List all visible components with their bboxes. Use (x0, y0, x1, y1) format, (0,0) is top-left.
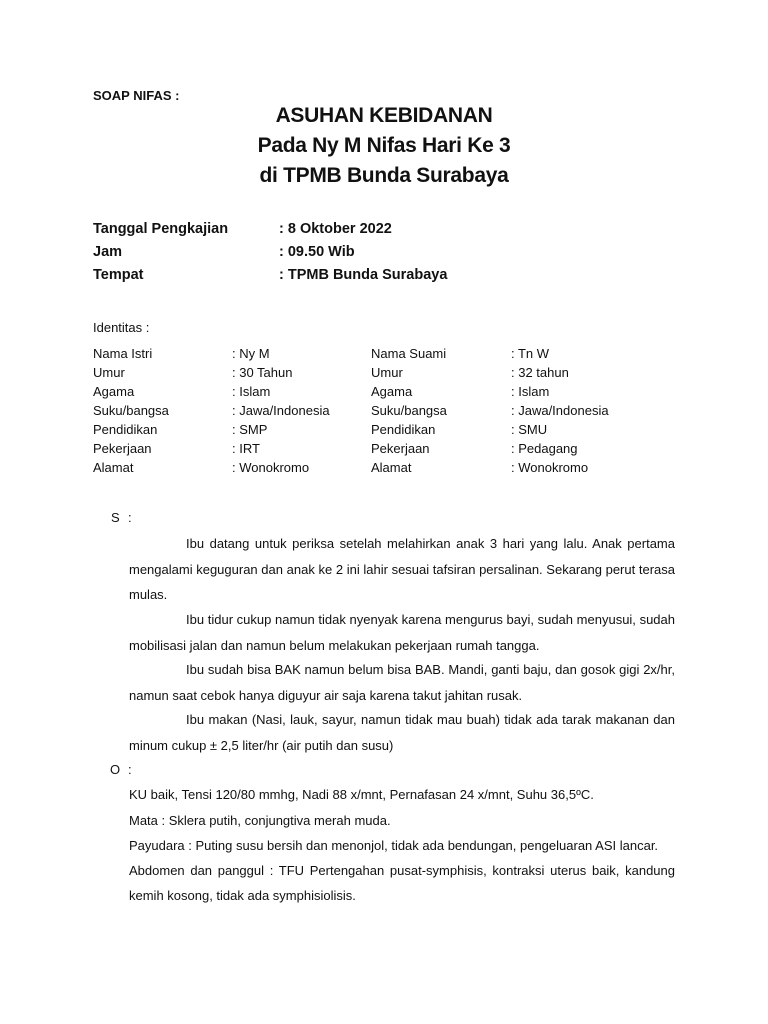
identity-value: : SMP (232, 422, 268, 437)
assessment-date-label: Tanggal Pengkajian (93, 221, 229, 237)
subjective-marker: S (111, 510, 120, 525)
assessment-time-label: Jam (93, 244, 123, 260)
assessment-place-value: : TPMB Bunda Surabaya (279, 267, 448, 283)
identity-label: Pendidikan (93, 422, 158, 437)
identity-value: : Tn W (511, 346, 550, 361)
identity-label: Alamat (93, 460, 134, 475)
identity-label: Umur (93, 365, 125, 380)
identity-value: : 30 Tahun (232, 365, 293, 380)
identity-value: : 32 tahun (511, 365, 569, 380)
soap-label: SOAP NIFAS : (93, 88, 180, 103)
identity-value: : Wonokromo (232, 460, 310, 475)
objective-line: Mata : Sklera putih, conjungtiva merah muda. (129, 813, 391, 828)
title-line-3: di TPMB Bunda Surabaya (259, 164, 509, 187)
subjective-paragraph: Ibu makan (Nasi, lauk, sayur, namun tidak mau buah) tidak ada tarak makanan dan minum cukup ± 2,5 liter/hr (air putih dan susu) (129, 712, 675, 753)
objective-marker: O (110, 762, 121, 777)
title-line-2: Pada Ny M Nifas Hari Ke 3 (257, 134, 511, 157)
subjective-colon: : (128, 510, 132, 525)
objective-line: KU baik, Tensi 120/80 mmhg, Nadi 88 x/mnt, Pernafasan 24 x/mnt, Suhu 36,5ºC. (129, 787, 594, 802)
objective-line: Payudara : Puting susu bersih dan menonjol, tidak ada bendungan, pengeluaran ASI lancar. (129, 838, 659, 853)
identity-label: Umur (371, 365, 403, 380)
identity-value: : Islam (511, 384, 550, 399)
assessment-date-value: : 8 Oktober 2022 (279, 221, 392, 237)
assessment-place-label: Tempat (93, 267, 144, 283)
assessment-time-value: : 09.50 Wib (279, 244, 355, 260)
identity-label: Alamat (371, 460, 412, 475)
identity-value: : SMU (511, 422, 548, 437)
subjective-paragraph: Ibu datang untuk periksa setelah melahirkan anak 3 hari yang lalu. Anak pertama mengalami keguguran dan anak ke 2 ini lahir sesuai tafsiran persalinan. Sekarang perut terasa mulas. (129, 536, 675, 602)
identity-label: Pekerjaan (93, 441, 152, 456)
identity-value: : Wonokromo (511, 460, 589, 475)
subjective-paragraph: Ibu tidur cukup namun tidak nyenyak karena mengurus bayi, sudah menyusui, sudah mobilisasi jalan dan namun belum melakukan pekerjaan rumah tangga. (129, 612, 675, 653)
identity-label: Nama Istri (93, 346, 153, 361)
identity-label: Suku/bangsa (93, 403, 169, 418)
identity-label: Nama Suami (371, 346, 447, 361)
identity-label: Pekerjaan (371, 441, 430, 456)
identity-label: Agama (371, 384, 413, 399)
identity-label: Pendidikan (371, 422, 436, 437)
subjective-paragraph: Ibu sudah bisa BAK namun belum bisa BAB. Mandi, ganti baju, dan gosok gigi 2x/hr, namun saat cebok hanya diguyur air saja karena takut jahitan rusak. (129, 662, 675, 703)
title-line-1: ASUHAN KEBIDANAN (275, 104, 493, 127)
identity-label: Suku/bangsa (371, 403, 447, 418)
identity-value: : Jawa/Indonesia (232, 403, 330, 418)
identity-label: Agama (93, 384, 135, 399)
identity-value: : Jawa/Indonesia (511, 403, 609, 418)
identity-heading: Identitas : (93, 320, 150, 335)
objective-line: Abdomen dan panggul : TFU Pertengahan pusat-symphisis, kontraksi uterus baik, kandung kemih kosong, tidak ada symphisiolisis. (129, 863, 675, 903)
identity-value: : Islam (232, 384, 271, 399)
objective-colon: : (128, 762, 132, 777)
identity-value: : Ny M (232, 346, 270, 361)
identity-value: : IRT (232, 441, 260, 456)
identity-value: : Pedagang (511, 441, 578, 456)
